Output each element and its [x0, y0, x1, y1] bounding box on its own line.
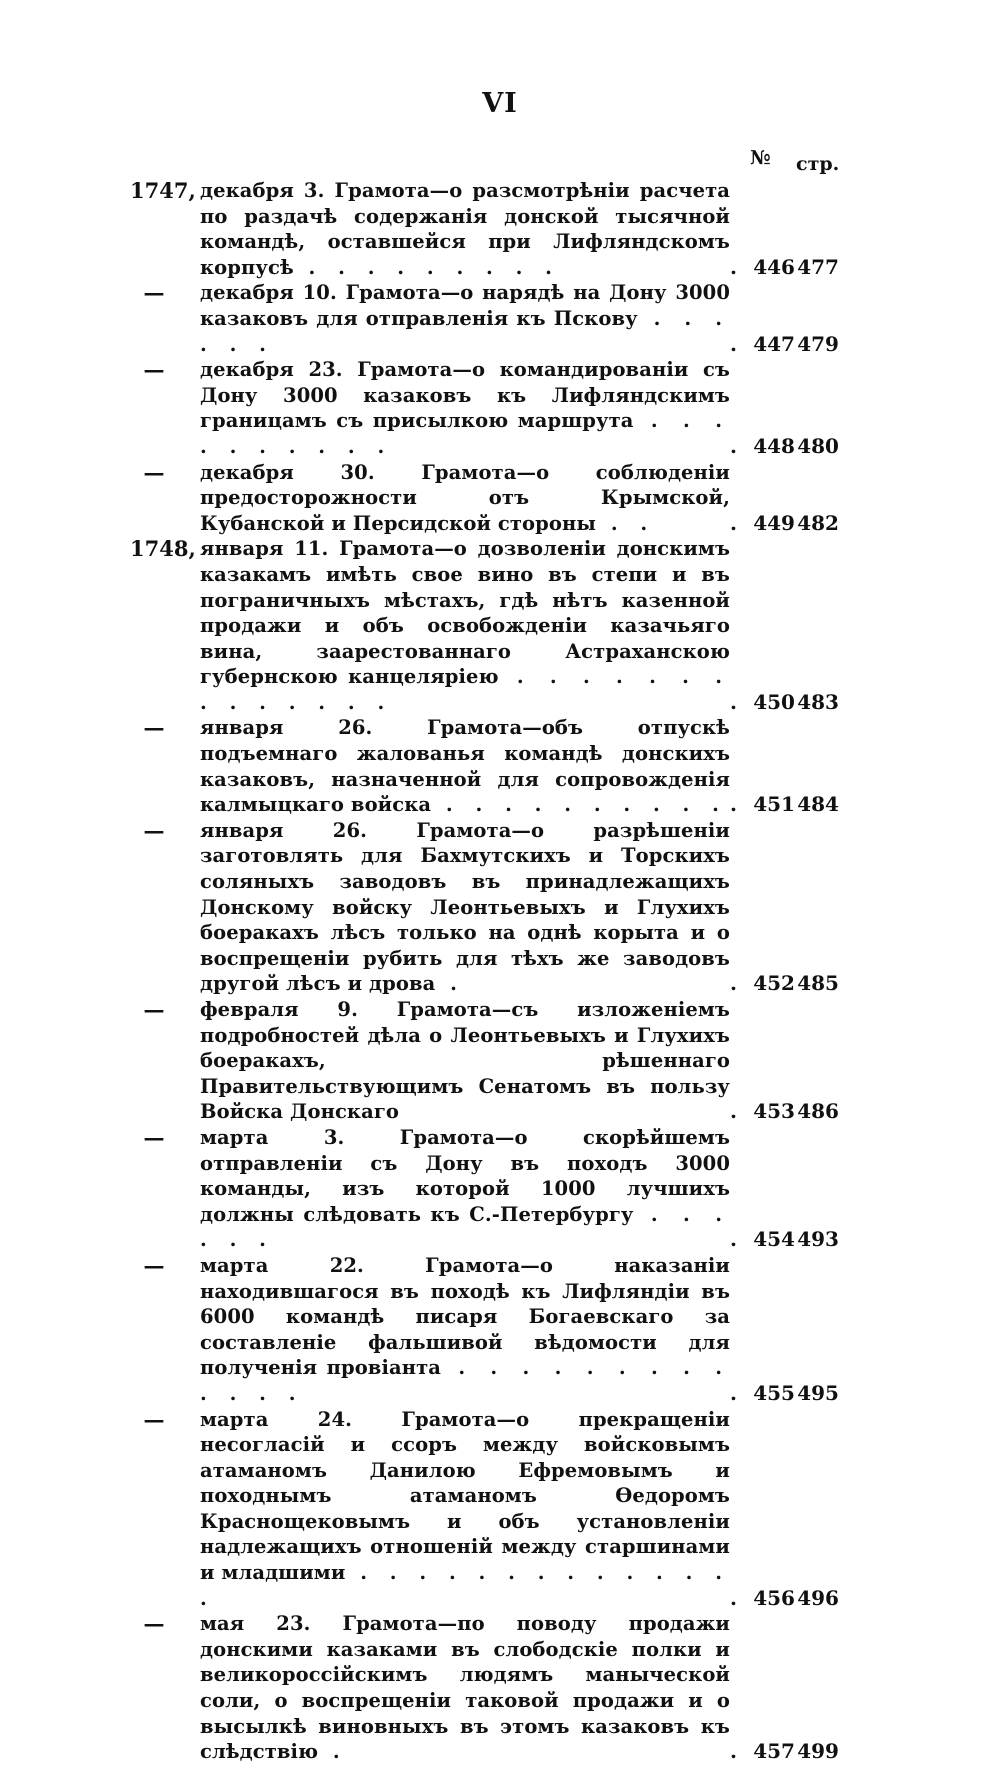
- leader-dots: . . . . . . . . .: [293, 255, 560, 279]
- document-number: 453: [753, 1099, 795, 1124]
- entry-text: [200, 357, 730, 459]
- page-reference: 483: [797, 689, 839, 714]
- page-reference: 484: [797, 792, 839, 817]
- entry-description: декабря 23. Грамота—о командированіи съ Дону 3000 казаковъ къ Лифляндскимъ границамъ съ присылкою маршрута: [200, 358, 730, 433]
- leader-dot: .: [730, 792, 737, 817]
- page-reference: 496: [797, 1585, 839, 1610]
- entry-description: декабря 30. Грамота—о соблюденіи предосторожности отъ Крымской, Кубанской и Персидской стороны: [200, 460, 730, 535]
- entry-dash: —: [143, 1124, 165, 1150]
- entry-description: февраля 9. Грамота—съ изложеніемъ подробностей дѣла о Леонтьевыхъ и Глухихъ боеракахъ, рѣшеннаго Правительствующимъ Сенатомъ въ пользу Войска Донскаго: [200, 998, 730, 1124]
- entry-dash: —: [143, 1611, 165, 1637]
- document-number: 447: [753, 331, 795, 356]
- entry-description: марта 22. Грамота—о наказаніи находившагося въ походѣ къ Лифляндіи въ 6000 командѣ писаря Богаевскаго за составленіе фальшивой вѣдомости для полученія провіанта: [200, 1253, 730, 1380]
- entry-text: [200, 460, 730, 537]
- toc-entry: [0, 460, 1000, 537]
- entry-text: [200, 536, 730, 715]
- page-reference: 485: [797, 971, 839, 996]
- entry-year: 1748,: [130, 536, 196, 562]
- entry-dash: —: [143, 357, 165, 383]
- page-reference: 479: [797, 331, 839, 356]
- entry-references: [730, 690, 839, 716]
- entry-description: января 26. Грамота—объ отпускѣ подъемнаго жалованья командѣ донскихъ казаковъ, назначенной для сопровожденія калмыцкаго войска: [200, 716, 730, 817]
- document-number: 448: [753, 433, 795, 458]
- entry-references: [730, 434, 839, 460]
- page-reference: 493: [797, 1227, 839, 1252]
- entry-references: [730, 1381, 839, 1407]
- entry-references: [730, 1227, 839, 1253]
- document-number: 449: [753, 510, 795, 535]
- entry-text: [200, 178, 730, 280]
- leader-dot: .: [730, 510, 737, 535]
- entry-dash: —: [143, 997, 165, 1022]
- page-reference: 486: [797, 1099, 839, 1124]
- page-reference: 495: [797, 1380, 839, 1405]
- leader-dot: .: [730, 689, 737, 714]
- entry-references: [730, 1099, 839, 1125]
- leader-dot: .: [730, 1227, 737, 1252]
- leader-dot: .: [730, 1585, 737, 1610]
- entry-description: декабря 3. Грамота—о разсмотрѣніи расчета по раздачѣ содержанія донской тысячной командѣ, оставшейся при Лифляндскомъ корпусѣ: [200, 179, 730, 279]
- entry-description: января 26. Грамота—о разрѣшеніи заготовлять для Бахмутскихъ и Торскихъ соляныхъ заводовъ въ принадлежащихъ Донскому войску Леонтьевыхъ и Глухихъ боеракахъ лѣсъ только на однѣ корыта и о воспрещеніи рубить для тѣхъ же заводовъ другой лѣсъ и дрова: [200, 818, 730, 996]
- leader-dots: . . . . . . . . . .: [431, 793, 727, 817]
- entry-dash: —: [143, 459, 165, 485]
- leader-dots: . . . . . . . . . .: [200, 409, 730, 458]
- entry-text: [200, 715, 730, 817]
- leader-dots: . .: [596, 511, 656, 535]
- entry-description: марта 3. Грамота—о скорѣйшемъ отправленіи съ Дону въ походъ 3000 команды, изъ которой 1000 лучшихъ должны слѣдовать къ С.-Петербургу: [200, 1125, 730, 1226]
- leader-dots: . . . . . . . . . . . . .: [200, 1356, 730, 1405]
- document-number: 456: [753, 1585, 795, 1610]
- entry-text: [200, 1407, 730, 1612]
- entry-description: марта 24. Грамота—о прекращеніи несогласій и ссоръ между войсковымъ атаманомъ Данилою Ефремовымъ и походнымъ атаманомъ Ѳедоромъ Краснощековымъ и объ установленіи надлежащихъ отношеній между старшинами и младшими: [200, 1407, 730, 1585]
- entry-dash: —: [143, 280, 165, 306]
- entry-references: [730, 511, 839, 537]
- entry-references: [730, 255, 839, 281]
- entry-year: 1747,: [130, 178, 196, 203]
- document-number: 451: [753, 792, 795, 817]
- toc-entry: [0, 715, 1000, 817]
- page-reference: 499: [797, 1739, 839, 1764]
- entry-dash: —: [143, 715, 165, 741]
- leader-dots: .: [318, 1740, 348, 1764]
- leader-dots: . . . . . . . . . . . . . .: [200, 665, 731, 714]
- page-reference: 480: [797, 433, 839, 458]
- entry-description: мая 23. Грамота—по поводу продажи донскими казаками въ слободскіе полки и великороссійскимъ людямъ маныческой соли, о воспрещеніи таковой продажи и о высылкѣ виновныхъ въ этомъ казаковъ къ слѣдствію: [200, 1612, 730, 1764]
- leader-dot: .: [730, 254, 737, 279]
- table-of-contents: [0, 178, 1000, 1765]
- document-number: 457: [753, 1739, 795, 1764]
- document-number: 452: [753, 971, 795, 996]
- page-reference: 482: [797, 510, 839, 535]
- entry-references: [730, 1586, 839, 1612]
- toc-entry: [0, 1407, 1000, 1612]
- page-reference: 477: [797, 254, 839, 279]
- leader-dot: .: [730, 331, 737, 356]
- leader-dots: .: [435, 972, 465, 996]
- toc-entry: [0, 1125, 1000, 1253]
- leader-dot: .: [730, 1380, 737, 1405]
- leader-dots: . . . . . .: [200, 306, 730, 356]
- entry-dash: —: [143, 817, 165, 843]
- entry-text: [200, 1125, 730, 1253]
- leader-dot: .: [730, 433, 737, 458]
- entry-dash: —: [143, 1252, 165, 1278]
- toc-entry: [0, 1253, 1000, 1407]
- entry-text: [200, 1611, 730, 1765]
- toc-entry: [0, 536, 1000, 715]
- entry-text: [200, 818, 730, 997]
- document-number: 446: [753, 254, 795, 279]
- entry-text: [200, 280, 730, 357]
- toc-entry: [0, 357, 1000, 459]
- toc-entry: [0, 280, 1000, 357]
- entry-references: [730, 971, 839, 997]
- entry-references: [730, 332, 839, 358]
- entry-description: января 11. Грамота—о дозволеніи донскимъ казакамъ имѣть свое вино въ степи и въ пограничныхъ мѣстахъ, гдѣ нѣтъ казенной продажи и объ освобожденіи казачьяго вина, заарестованнаго Астраханскою губернскою канцеляріею: [200, 537, 730, 689]
- toc-entry: [0, 818, 1000, 997]
- document-number: 450: [753, 689, 795, 714]
- entry-references: [730, 1739, 839, 1765]
- entry-text: [200, 997, 730, 1125]
- entry-description: декабря 10. Грамота—о нарядѣ на Дону 3000 казаковъ для отправленія къ Пскову: [200, 281, 730, 330]
- leader-dot: .: [730, 971, 737, 996]
- entry-text: [200, 1253, 730, 1407]
- document-number: 455: [753, 1380, 795, 1405]
- leader-dots: . . . . . .: [200, 1202, 730, 1252]
- leader-dots: . . . . . . . . . . . . . .: [200, 1561, 730, 1610]
- leader-dot: .: [730, 1099, 737, 1124]
- page-column-label: стр.: [796, 153, 840, 175]
- toc-entry: [0, 997, 1000, 1125]
- number-column-label: №: [750, 147, 771, 169]
- leader-dot: .: [730, 1739, 737, 1764]
- toc-entry: [0, 178, 1000, 280]
- entry-references: [730, 792, 839, 818]
- page-number: VI: [482, 88, 518, 119]
- toc-entry: [0, 1611, 1000, 1765]
- entry-dash: —: [143, 1406, 165, 1432]
- document-number: 454: [753, 1227, 795, 1252]
